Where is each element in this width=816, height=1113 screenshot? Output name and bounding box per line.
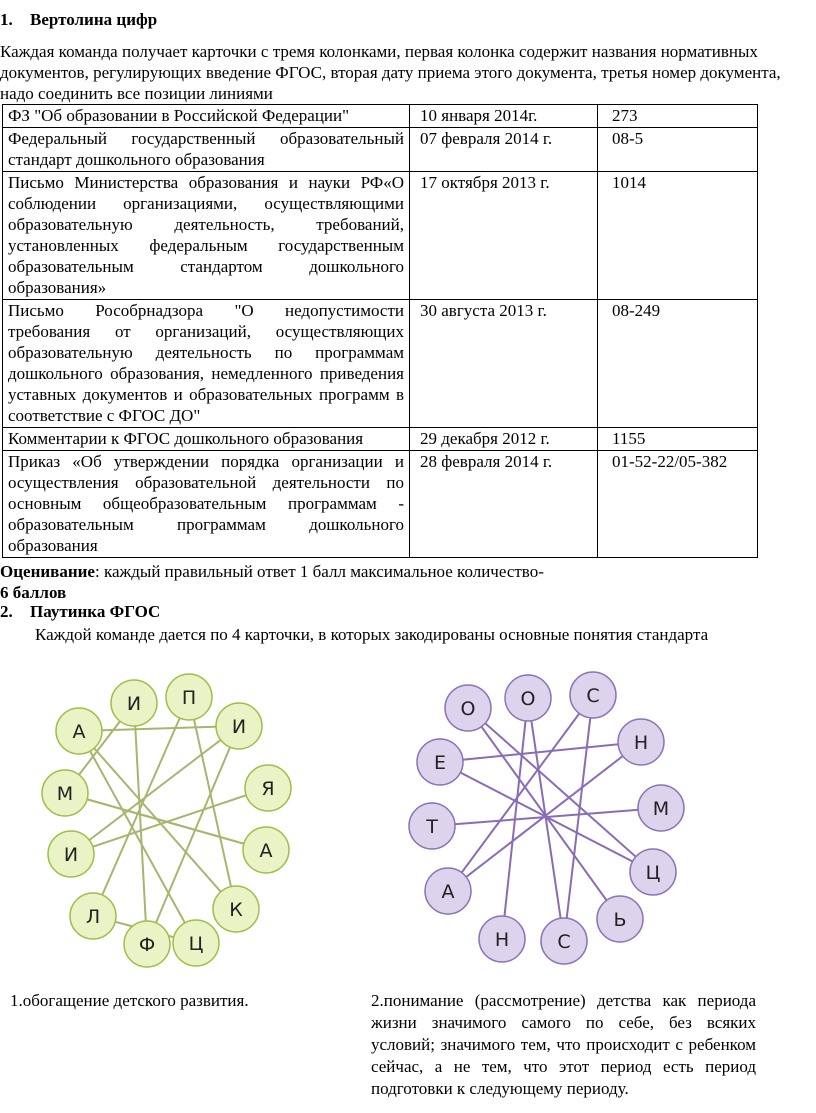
letter-label: Е bbox=[433, 752, 447, 774]
web-link-line bbox=[448, 742, 641, 891]
letter-label: М bbox=[652, 798, 670, 820]
letter-circle bbox=[48, 831, 94, 877]
doc-date-cell: 28 февраля 2014 г. bbox=[410, 451, 598, 558]
scoring-text: : каждый правильный ответ 1 балл максимальное количество- bbox=[94, 562, 544, 581]
scoring-note bbox=[0, 561, 790, 603]
letter-label: А bbox=[72, 721, 86, 743]
letter-label: О bbox=[460, 698, 476, 720]
letter-circle bbox=[173, 920, 219, 966]
doc-name-cell: ФЗ "Об образовании в Российской Федерации" bbox=[3, 105, 410, 128]
letter-circle bbox=[570, 672, 616, 718]
doc-number-cell: 1014 bbox=[598, 172, 758, 300]
web1-caption: 1.обогащение детского развития. bbox=[10, 991, 249, 1010]
web2-caption: 2.понимание (рассмотрение) детства как периода жизни значимого самого по себе, без всяких условий; значимого тем, что происходит с ребенком сейчас, а не тем, что этот период есть период подготовки к следующему периоду. bbox=[371, 991, 756, 1098]
scoring-max: 6 баллов bbox=[0, 583, 67, 602]
letter-label: О bbox=[520, 688, 536, 710]
table-row bbox=[3, 451, 758, 558]
table-row bbox=[3, 105, 758, 128]
table-row bbox=[3, 300, 758, 428]
letter-web-2 bbox=[395, 650, 705, 970]
doc-date-cell: 07 февраля 2014 г. bbox=[410, 128, 598, 172]
doc-name-cell: Письмо Министерства образования и науки РФ«О соблюдении организациями, осуществляющими образовательную деятельность, требований, установленных федеральным государственным образовательным стандартом дошкольного образования» bbox=[3, 172, 410, 300]
letter-label: К bbox=[229, 899, 243, 921]
table-row bbox=[3, 428, 758, 451]
letter-label: Н bbox=[494, 929, 510, 951]
doc-date-cell: 10 января 2014г. bbox=[410, 105, 598, 128]
letter-label: Ц bbox=[645, 862, 661, 884]
doc-name-cell: Письмо Рособрнадзора "О недопустимости требования от организаций, осуществляющих образовательную деятельность по программам дошкольного образования, немедленного приведения уставных документов и образовательных программ в соответствие с ФГОС ДО" bbox=[3, 300, 410, 428]
letter-label: С bbox=[586, 685, 600, 707]
doc-number-cell: 08-249 bbox=[598, 300, 758, 428]
letter-circle bbox=[124, 921, 170, 967]
letter-circle bbox=[56, 708, 102, 754]
letter-circle bbox=[216, 703, 262, 749]
doc-date-cell: 17 октября 2013 г. bbox=[410, 172, 598, 300]
web-link-line bbox=[71, 788, 268, 854]
letter-label: Ф bbox=[138, 934, 156, 956]
table-row bbox=[3, 172, 758, 300]
section1-number: 1. bbox=[0, 10, 13, 29]
scoring-label: Оценивание bbox=[0, 562, 95, 581]
letter-label: П bbox=[181, 687, 197, 709]
letter-label: Ь bbox=[613, 909, 627, 931]
section2-heading bbox=[0, 601, 160, 622]
section1-title: Вертолина цифр bbox=[30, 10, 158, 29]
letter-label: И bbox=[63, 844, 79, 866]
letter-circle bbox=[42, 770, 88, 816]
letter-circle bbox=[213, 886, 259, 932]
table-row bbox=[3, 128, 758, 172]
web-link-line bbox=[440, 742, 641, 762]
letter-circle bbox=[445, 685, 491, 731]
letter-circle bbox=[638, 785, 684, 831]
letter-circle bbox=[425, 868, 471, 914]
letter-circle bbox=[245, 765, 291, 811]
web-link-line bbox=[528, 698, 564, 941]
letter-label: М bbox=[56, 783, 74, 805]
letter-label: Н bbox=[633, 732, 649, 754]
letter-label: Л bbox=[85, 906, 101, 928]
letter-circle bbox=[166, 674, 212, 720]
letter-circle bbox=[597, 896, 643, 942]
letter-circle bbox=[479, 916, 525, 962]
letter-circle bbox=[630, 849, 676, 895]
section2-title: Паутинка ФГОС bbox=[30, 602, 161, 621]
letter-circle bbox=[505, 675, 551, 721]
web-link-line bbox=[564, 695, 593, 941]
letter-circle bbox=[243, 827, 289, 873]
doc-date-cell: 30 августа 2013 г. bbox=[410, 300, 598, 428]
letter-label: А bbox=[441, 881, 455, 903]
letter-web-1 bbox=[20, 660, 320, 980]
letter-label: И bbox=[126, 693, 142, 715]
doc-number-cell: 08-5 bbox=[598, 128, 758, 172]
doc-name-cell: Приказ «Об утверждении порядка организации и осуществления образовательной деятельности по основным общеобразовательным программам - образовательным программам дошкольного образования bbox=[3, 451, 410, 558]
documents-table bbox=[2, 104, 758, 558]
section2-number: 2. bbox=[0, 602, 13, 621]
doc-name-cell: Федеральный государственный образовательный стандарт дошкольного образования bbox=[3, 128, 410, 172]
doc-number-cell: 1155 bbox=[598, 428, 758, 451]
letter-label: Я bbox=[261, 778, 275, 800]
section1-heading bbox=[0, 9, 157, 30]
web-link-line bbox=[79, 726, 239, 731]
web-link-line bbox=[65, 793, 266, 850]
doc-number-cell: 01-52-22/05-382 bbox=[598, 451, 758, 558]
letter-label: И bbox=[231, 716, 247, 738]
letter-label: Т bbox=[426, 816, 438, 838]
doc-date-cell: 29 декабря 2012 г. bbox=[410, 428, 598, 451]
letter-label: С bbox=[557, 931, 571, 953]
doc-name-cell: Комментарии к ФГОС дошкольного образования bbox=[3, 428, 410, 451]
letter-circle bbox=[541, 918, 587, 964]
doc-number-cell: 273 bbox=[598, 105, 758, 128]
letter-label: А bbox=[259, 840, 273, 862]
letter-label: Ц bbox=[188, 933, 204, 955]
letter-circle bbox=[111, 680, 157, 726]
web-link-line bbox=[134, 703, 147, 944]
letter-circle bbox=[70, 893, 116, 939]
letter-circle bbox=[417, 739, 463, 785]
section1-intro: Каждая команда получает карточки с тремя колонками, первая колонка содержит названия нормативных документов, регулирующих введение ФГОС, вторая дату приема этого документа, третья номер документа, надо соединить все позиции линиями bbox=[0, 42, 781, 103]
letter-circle bbox=[618, 719, 664, 765]
letter-circle bbox=[409, 803, 455, 849]
section2-intro: Каждой команде дается по 4 карточки, в которых закодированы основные понятия стандарта bbox=[35, 625, 709, 644]
